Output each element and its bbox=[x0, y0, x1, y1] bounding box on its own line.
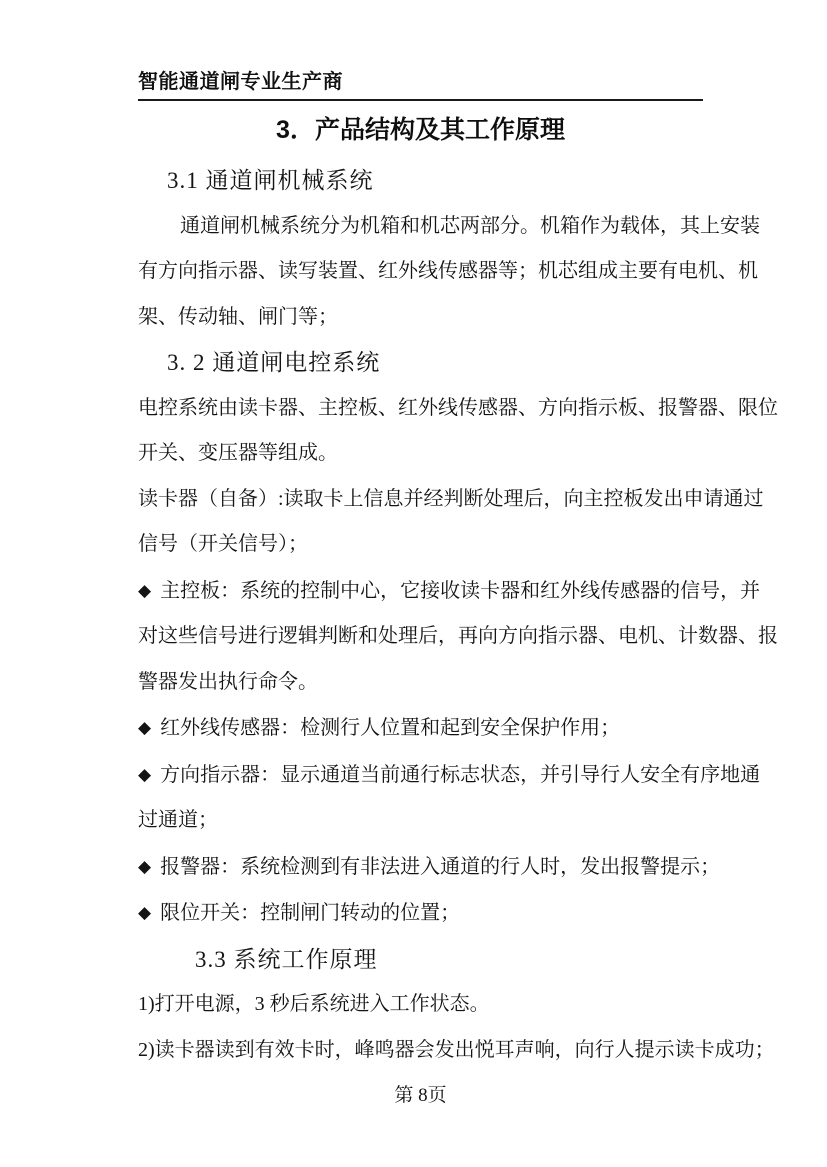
diamond-bullet-icon: ◆ bbox=[138, 764, 152, 784]
header-rule bbox=[138, 99, 703, 101]
paragraph-line: 警器发出执行命令。 bbox=[138, 670, 318, 693]
paragraph-line: 有方向指示器、读写装置、红外线传感器等；机芯组成主要有电机、机 bbox=[138, 260, 758, 282]
paragraph-line: 信号（开关信号）； bbox=[138, 533, 308, 555]
bullet-text: 限位开关：控制闸门转动的位置； bbox=[160, 902, 461, 924]
paragraph-line: 电控系统由读卡器、主控板、红外线传感器、方向指示板、报警器、限位 bbox=[138, 396, 778, 419]
page-title: 3．产品结构及其工作原理 bbox=[276, 116, 565, 144]
footer-page-number: 第 8页 bbox=[394, 1085, 447, 1106]
paragraph-line: 架、传动轴、闸门等； bbox=[138, 305, 338, 328]
paragraph-line: 开关、变压器等组成。 bbox=[138, 442, 338, 464]
bullet-text: 红外线传感器：检测行人位置和起到安全保护作用； bbox=[160, 717, 621, 739]
section-heading-3-3: 3.3 系统工作原理 bbox=[195, 946, 378, 972]
paragraph-line: 读卡器（自备）:读取卡上信息并经判断处理后，向主控板发出申请通过 bbox=[138, 487, 764, 510]
section-heading-3-1: 3.1 通道闸机械系统 bbox=[167, 168, 374, 193]
bullet-item bbox=[138, 844, 721, 891]
page-content bbox=[138, 0, 778, 1119]
numbered-step: 2)读卡器读到有效卡时，峰鸣器会发出悦耳声响，向行人提示读卡成功； bbox=[138, 1038, 775, 1061]
document-body bbox=[138, 158, 778, 1119]
bullet-item bbox=[138, 752, 761, 799]
bullet-item bbox=[138, 705, 703, 752]
section-heading-3-2: 3. 2 通道闸电控系统 bbox=[167, 350, 381, 375]
bullet-item bbox=[138, 890, 703, 937]
diamond-bullet-icon: ◆ bbox=[138, 718, 152, 737]
bullet-text: 主控板：系统的控制中心，它接收读卡器和红外线传感器的信号，并 bbox=[160, 579, 761, 602]
paragraph-line: 对这些信号进行逻辑判断和处理后，再向方向指示器、电机、计数器、报 bbox=[138, 625, 778, 647]
bullet-item bbox=[138, 568, 761, 615]
page-header bbox=[138, 0, 703, 101]
diamond-bullet-icon: ◆ bbox=[138, 580, 152, 600]
paragraph-line: 过通道； bbox=[138, 809, 218, 831]
bullet-text: 报警器：系统检测到有非法进入通道的行人时，发出报警提示； bbox=[160, 855, 721, 878]
numbered-step: 1)打开电源，3 秒后系统进入工作状态。 bbox=[138, 993, 490, 1015]
diamond-bullet-icon: ◆ bbox=[138, 903, 152, 922]
header-brand-text: 智能通道闸专业生产商 bbox=[138, 71, 343, 93]
bullet-text: 方向指示器：显示通道当前通行标志状态，并引导行人安全有序地通 bbox=[160, 763, 761, 786]
paragraph-line: 通道闸机械系统分为机箱和机芯两部分。机箱作为载体，其上安装 bbox=[180, 214, 760, 237]
diamond-bullet-icon: ◆ bbox=[138, 856, 152, 876]
